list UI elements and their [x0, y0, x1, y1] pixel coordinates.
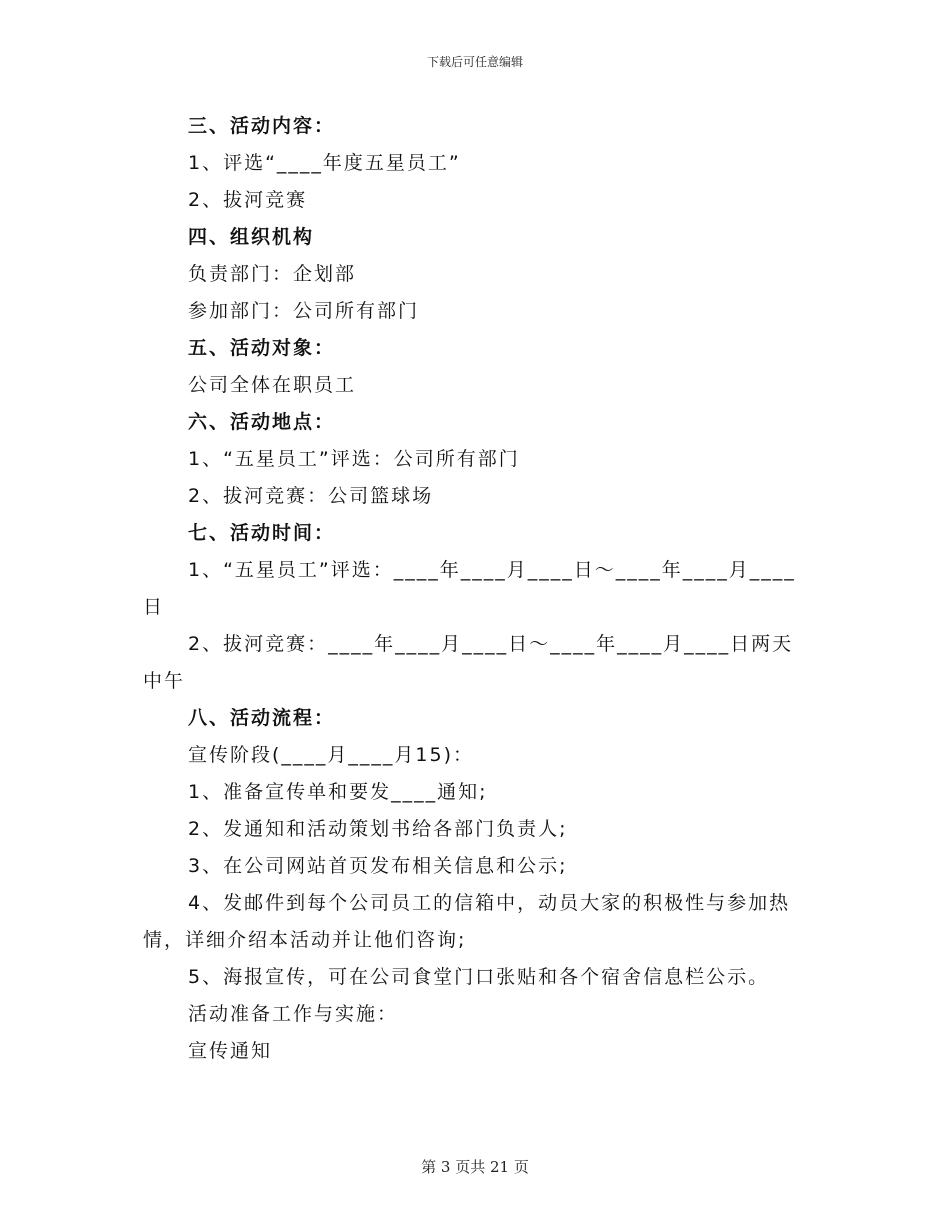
paragraph: 公司全体在职员工: [188, 374, 357, 396]
section-heading: 八、活动流程：: [188, 707, 336, 729]
paragraph: 宣传通知: [188, 1040, 273, 1062]
paragraph: 参加部门：公司所有部门: [188, 300, 420, 322]
paragraph: 2、发通知和活动策划书给各部门负责人;: [188, 818, 568, 840]
section-heading: 三、活动内容：: [188, 115, 336, 137]
document-body: [143, 108, 808, 1070]
paragraph: 4、发邮件到每个公司员工的信箱中，动员大家的积极性与参加热情，详细介绍本活动并让他们咨询;: [143, 892, 791, 951]
section-heading: 五、活动对象：: [188, 337, 336, 359]
paragraph: 2、拔河竞赛：____年____月____日～____年____月____日两天中午: [143, 633, 794, 692]
section-heading: 四、组织机构: [188, 226, 315, 248]
page-header: 下载后可任意编辑: [426, 55, 523, 69]
paragraph: 1、评选“____年度五星员工”: [188, 152, 461, 174]
paragraph: 2、拔河竞赛: [188, 189, 308, 211]
paragraph: 宣传阶段(____月____月15)：: [188, 744, 475, 766]
paragraph: 3、在公司网站首页发布相关信息和公示;: [188, 855, 568, 877]
paragraph: 负责部门：企划部: [188, 263, 357, 285]
paragraph: 1、“五星员工”评选：公司所有部门: [188, 448, 520, 470]
paragraph: 2、拔河竞赛：公司篮球场: [188, 485, 434, 507]
section-heading: 六、活动地点：: [188, 411, 336, 433]
paragraph: 1、“五星员工”评选：____年____月____日～____年____月____日: [143, 559, 796, 618]
paragraph: 5、海报宣传，可在公司食堂门口张贴和各个宿舍信息栏公示。: [188, 966, 770, 988]
page-footer: 第 3 页共 21 页: [421, 1158, 529, 1176]
paragraph: 1、准备宣传单和要发____通知;: [188, 781, 488, 803]
section-heading: 七、活动时间：: [188, 522, 336, 544]
paragraph: 活动准备工作与实施：: [188, 1003, 399, 1025]
